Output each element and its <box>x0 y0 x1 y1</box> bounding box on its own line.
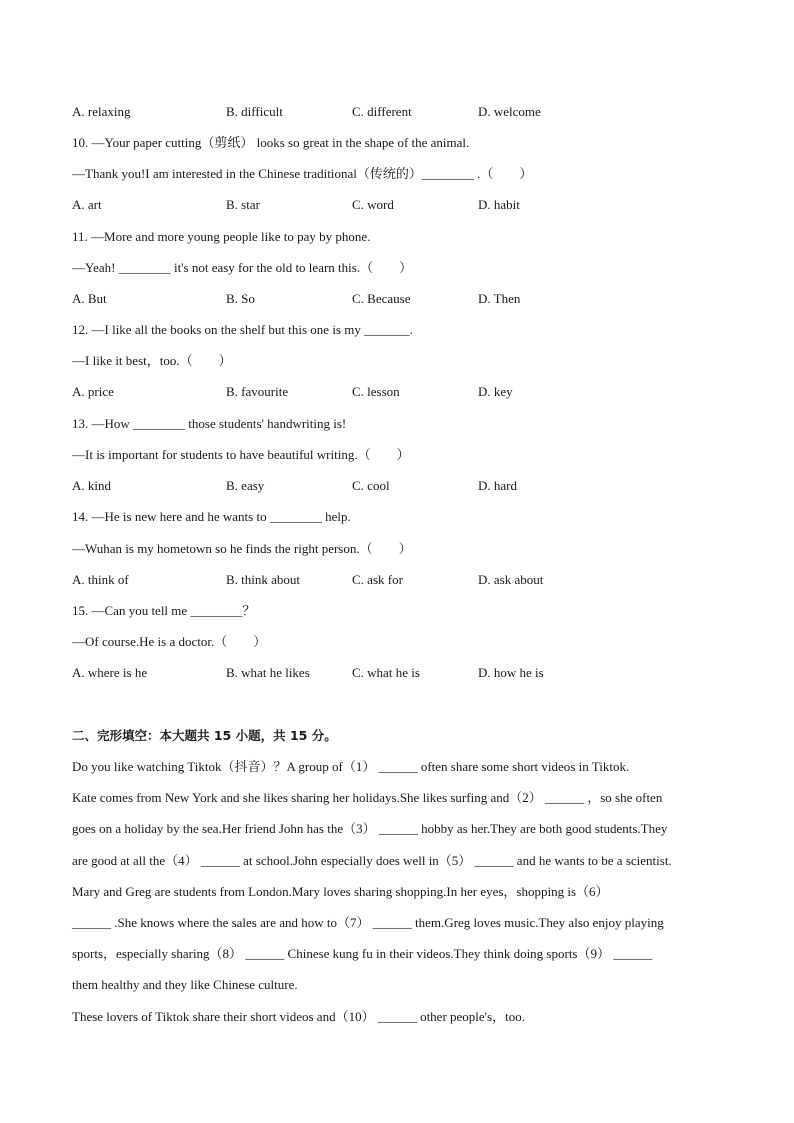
q10-option-b: B. star <box>226 197 260 212</box>
q12-options <box>72 383 732 401</box>
q14-prompt: 14. —He is new here and he wants to ________ help. <box>72 509 351 524</box>
cloze-line: Do you like watching Tiktok（抖音）？A group of（1） ______ often share some short videos in Tiktok. <box>72 759 630 774</box>
q11-option-d: D. Then <box>478 291 521 306</box>
cloze-line: are good at all the（4） ______ at school.John especially does well in（5） ______ and he wants to be a scientist. <box>72 853 672 868</box>
q15-options <box>72 664 732 682</box>
q15-option-a: A. where is he <box>72 665 148 680</box>
q9-option-d: D. welcome <box>478 104 541 119</box>
q12-option-a: A. price <box>72 384 114 399</box>
q9-option-a: A. relaxing <box>72 104 131 119</box>
q13-prompt: 13. —How ________ those students' handwriting is! <box>72 416 347 431</box>
q15-prompt: 15. —Can you tell me ________？ <box>72 603 256 618</box>
q12-response: —I like it best，too.（ ） <box>72 353 232 368</box>
q12-option-b: B. favourite <box>226 384 289 399</box>
q11-option-a: A. But <box>72 291 107 306</box>
section-title-cloze: 二、完形填空：本大题共 15 小题，共 15 分。 <box>72 728 337 743</box>
cloze-line: them healthy and they like Chinese culture. <box>72 977 298 992</box>
cloze-line: goes on a holiday by the sea.Her friend John has the（3） ______ hobby as her.They are both good students.They <box>72 821 668 836</box>
q14-option-c: C. ask for <box>352 572 403 587</box>
q10-response: —Thank you!I am interested in the Chinese traditional（传统的）________ .（ ） <box>72 166 533 181</box>
q13-option-a: A. kind <box>72 478 111 493</box>
q14-option-b: B. think about <box>226 572 301 587</box>
q11-option-c: C. Because <box>352 291 411 306</box>
q10-option-a: A. art <box>72 197 102 212</box>
q13-options <box>72 477 732 495</box>
q13-option-c: C. cool <box>352 478 390 493</box>
q15-response: —Of course.He is a doctor.（ ） <box>72 634 267 649</box>
q9-option-b: B. difficult <box>226 104 283 119</box>
q11-prompt: 11. —More and more young people like to pay by phone. <box>72 229 371 244</box>
q15-option-c: C. what he is <box>352 665 420 680</box>
q14-response: —Wuhan is my hometown so he finds the right person.（ ） <box>72 541 412 556</box>
cloze-line: ______ .She knows where the sales are and how to（7） ______ them.Greg loves music.They also enjoy playing <box>72 915 664 930</box>
q11-option-b: B. So <box>226 291 255 306</box>
cloze-line: Mary and Greg are students from London.Mary loves sharing shopping.In her eyes，shopping is（6） <box>72 884 609 899</box>
q9-option-c: C. different <box>352 104 412 119</box>
q10-option-c: C. word <box>352 197 394 212</box>
q10-options <box>72 196 732 214</box>
q13-option-b: B. easy <box>226 478 265 493</box>
q13-response: —It is important for students to have beautiful writing.（ ） <box>72 447 410 462</box>
q12-prompt: 12. —I like all the books on the shelf but this one is my _______. <box>72 322 413 337</box>
cloze-line: These lovers of Tiktok share their short videos and（10） ______ other people's，too. <box>72 1009 525 1024</box>
q9-options <box>72 103 732 121</box>
q12-option-d: D. key <box>478 384 513 399</box>
q13-option-d: D. hard <box>478 478 517 493</box>
q15-option-b: B. what he likes <box>226 665 310 680</box>
cloze-line: sports，especially sharing（8） ______ Chinese kung fu in their videos.They think doing sports（9） ______ <box>72 946 653 961</box>
q10-prompt: 10. —Your paper cutting（剪纸） looks so great in the shape of the animal. <box>72 135 470 150</box>
q15-option-d: D. how he is <box>478 665 544 680</box>
q14-option-a: A. think of <box>72 572 129 587</box>
q11-response: —Yeah! ________ it's not easy for the old to learn this.（ ） <box>72 260 413 275</box>
q14-option-d: D. ask about <box>478 572 544 587</box>
q10-option-d: D. habit <box>478 197 520 212</box>
cloze-line: Kate comes from New York and she likes sharing her holidays.She likes surfing and（2） ______ ，so she often <box>72 790 663 805</box>
q12-option-c: C. lesson <box>352 384 400 399</box>
q11-options <box>72 290 732 308</box>
q14-options <box>72 571 732 589</box>
